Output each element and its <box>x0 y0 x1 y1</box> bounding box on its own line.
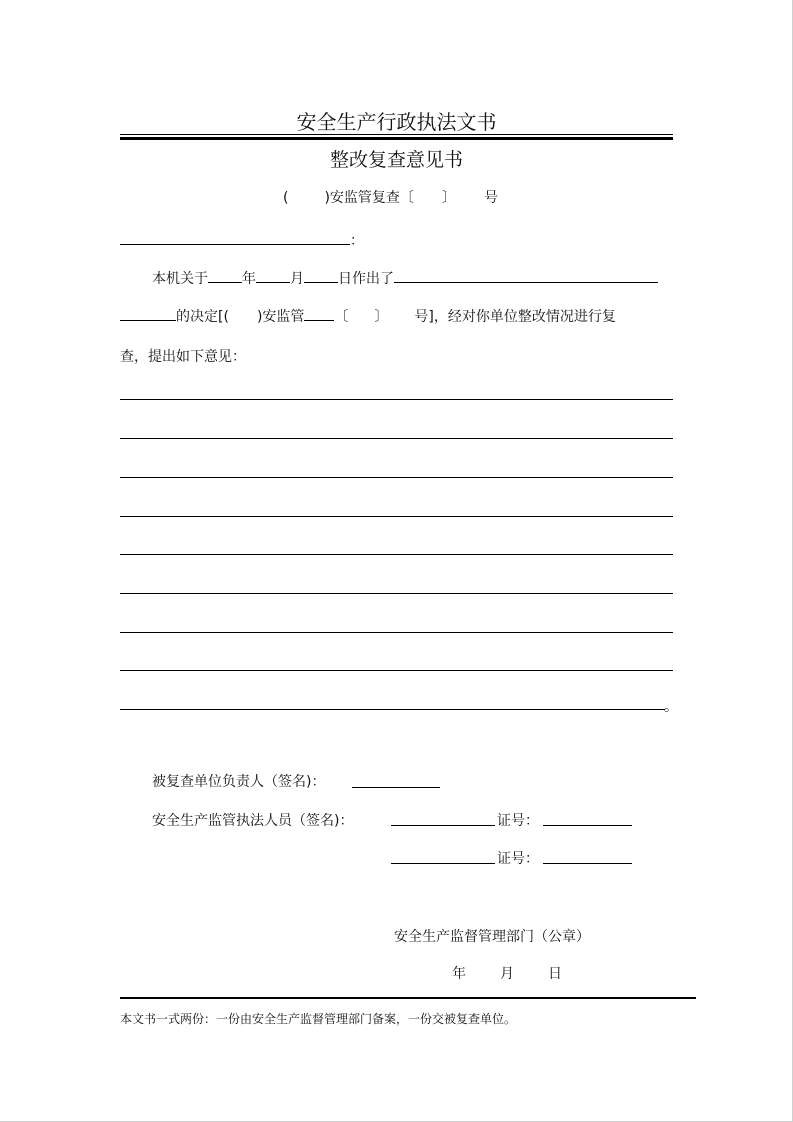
title-rule-thin <box>120 134 673 135</box>
rectified-unit-signature-label: 被复查单位负责人（签名)： <box>152 774 326 790</box>
month-label: 月 <box>290 271 304 287</box>
year-blank[interactable] <box>208 268 242 283</box>
agency-label: )安监管 <box>256 309 305 325</box>
line2-rest: 号]，经对你单位整改情况进行复 <box>414 309 616 325</box>
doc-number-suffix: 号 <box>483 190 498 206</box>
recipient-blank[interactable] <box>120 230 350 245</box>
doc-number-open-paren: ( <box>283 190 289 206</box>
rectified-unit-signature-blank[interactable] <box>352 787 440 788</box>
inspector-1-signature-blank[interactable] <box>391 825 495 826</box>
sign-date <box>452 963 562 983</box>
sign-date-day: 日 <box>548 966 562 982</box>
inspector-signature-label: 安全生产监管执法人员（签名)： <box>152 813 354 829</box>
opinion-line-4[interactable] <box>120 516 673 517</box>
cert-number-label-2: 证号： <box>497 851 539 867</box>
body-line-1 <box>152 268 658 288</box>
opinion-line-5[interactable] <box>120 554 673 555</box>
footer-note: 本文书一式两份：一份由安全生产监督管理部门备案，一份交被复查单位。 <box>120 1012 517 1026</box>
line2-open-bracket: 〔 <box>334 309 349 325</box>
title-rule-thick <box>120 137 673 140</box>
footer-rule <box>120 997 696 999</box>
cert-number-label-1: 证号： <box>497 813 539 829</box>
inspector-2-signature-blank[interactable] <box>391 863 495 864</box>
doc-number-close-bracket: 〕 <box>441 190 456 206</box>
opinion-line-1[interactable] <box>120 399 673 400</box>
month-blank[interactable] <box>256 268 290 283</box>
body-line-1-prefix: 本机关于 <box>152 271 208 287</box>
body-line-2 <box>120 306 616 326</box>
opinion-line-3[interactable] <box>120 477 673 478</box>
end-mark: 。 <box>664 699 678 715</box>
decision-continue-blank[interactable] <box>120 306 176 321</box>
day-blank[interactable] <box>304 268 338 283</box>
opinion-line-9[interactable] <box>120 709 665 710</box>
agency-year-blank[interactable] <box>304 306 334 321</box>
year-label: 年 <box>242 271 256 287</box>
document-category-title: 安全生产行政执法文书 <box>296 110 497 134</box>
document-number <box>283 187 498 207</box>
recipient-colon: ： <box>350 233 364 249</box>
opinion-line-8[interactable] <box>120 670 673 671</box>
opinion-line-6[interactable] <box>120 593 673 594</box>
sign-date-year: 年 <box>452 966 466 982</box>
opinion-line-2[interactable] <box>120 438 673 439</box>
recipient-line <box>120 230 364 250</box>
opinion-line-7[interactable] <box>120 632 673 633</box>
line2-close-bracket: 〕 <box>374 309 389 325</box>
department-seal-label: 安全生产监督管理部门（公章） <box>394 929 590 945</box>
body-line-3: 查，提出如下意见： <box>120 349 246 365</box>
decision-label: 的决定[( <box>176 309 229 325</box>
document-title: 整改复查意见书 <box>329 149 463 171</box>
doc-number-agency: )安监管复查〔 <box>324 190 414 206</box>
cert-number-2-blank[interactable] <box>543 863 632 864</box>
decision-name-blank[interactable] <box>394 268 658 283</box>
sign-date-month: 月 <box>500 966 514 982</box>
day-text: 日作出了 <box>338 271 394 287</box>
cert-number-1-blank[interactable] <box>543 825 632 826</box>
